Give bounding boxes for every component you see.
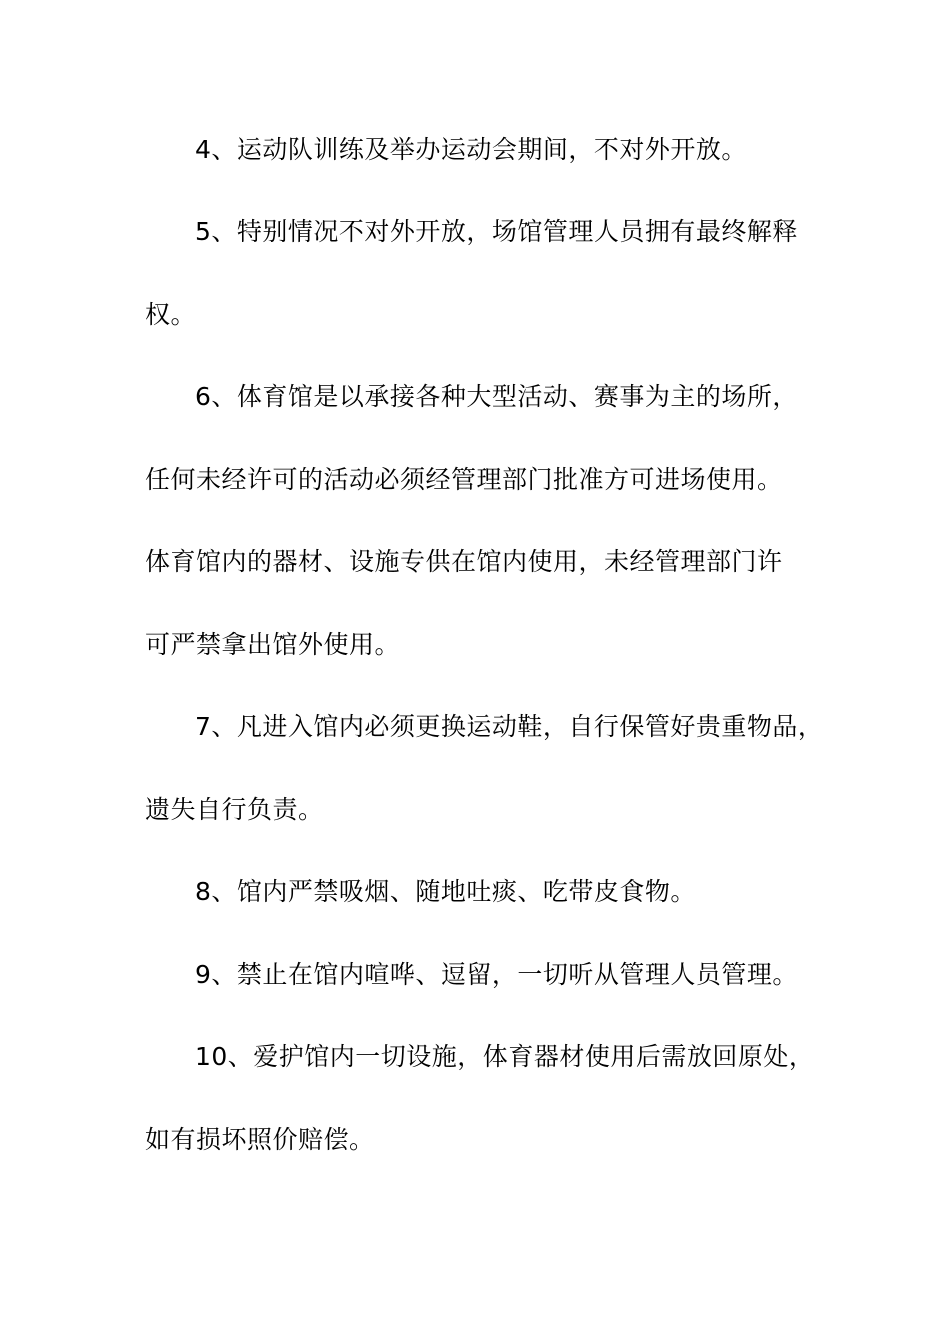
rule-7-line-1: 7、凡进入馆内必须更换运动鞋，自行保管好贵重物品， bbox=[195, 712, 824, 741]
rule-8-line-1: 8、馆内严禁吸烟、随地吐痰、吃带皮食物。 bbox=[195, 877, 696, 906]
rule-6-line-3: 体育馆内的器材、设施专供在馆内使用，未经管理部门许 bbox=[145, 547, 783, 576]
rule-10-line-2: 如有损坏照价赔偿。 bbox=[145, 1125, 375, 1154]
rule-6-line-4: 可严禁拿出馆外使用。 bbox=[145, 630, 401, 659]
rule-4-line-1: 4、运动队训练及举办运动会期间，不对外开放。 bbox=[195, 135, 747, 164]
rule-7-line-2: 遗失自行负责。 bbox=[145, 795, 324, 824]
rule-5-line-1: 5、特别情况不对外开放，场馆管理人员拥有最终解释 bbox=[195, 217, 798, 246]
rule-6-line-1: 6、体育馆是以承接各种大型活动、赛事为主的场所， bbox=[195, 382, 798, 411]
rule-10-line-1: 10、爱护馆内一切设施，体育器材使用后需放回原处， bbox=[195, 1042, 815, 1071]
rule-6-line-2: 任何未经许可的活动必须经管理部门批准方可进场使用。 bbox=[145, 465, 783, 494]
rule-9-line-1: 9、禁止在馆内喧哗、逗留，一切听从管理人员管理。 bbox=[195, 960, 798, 989]
rule-5-line-2: 权。 bbox=[145, 300, 197, 329]
